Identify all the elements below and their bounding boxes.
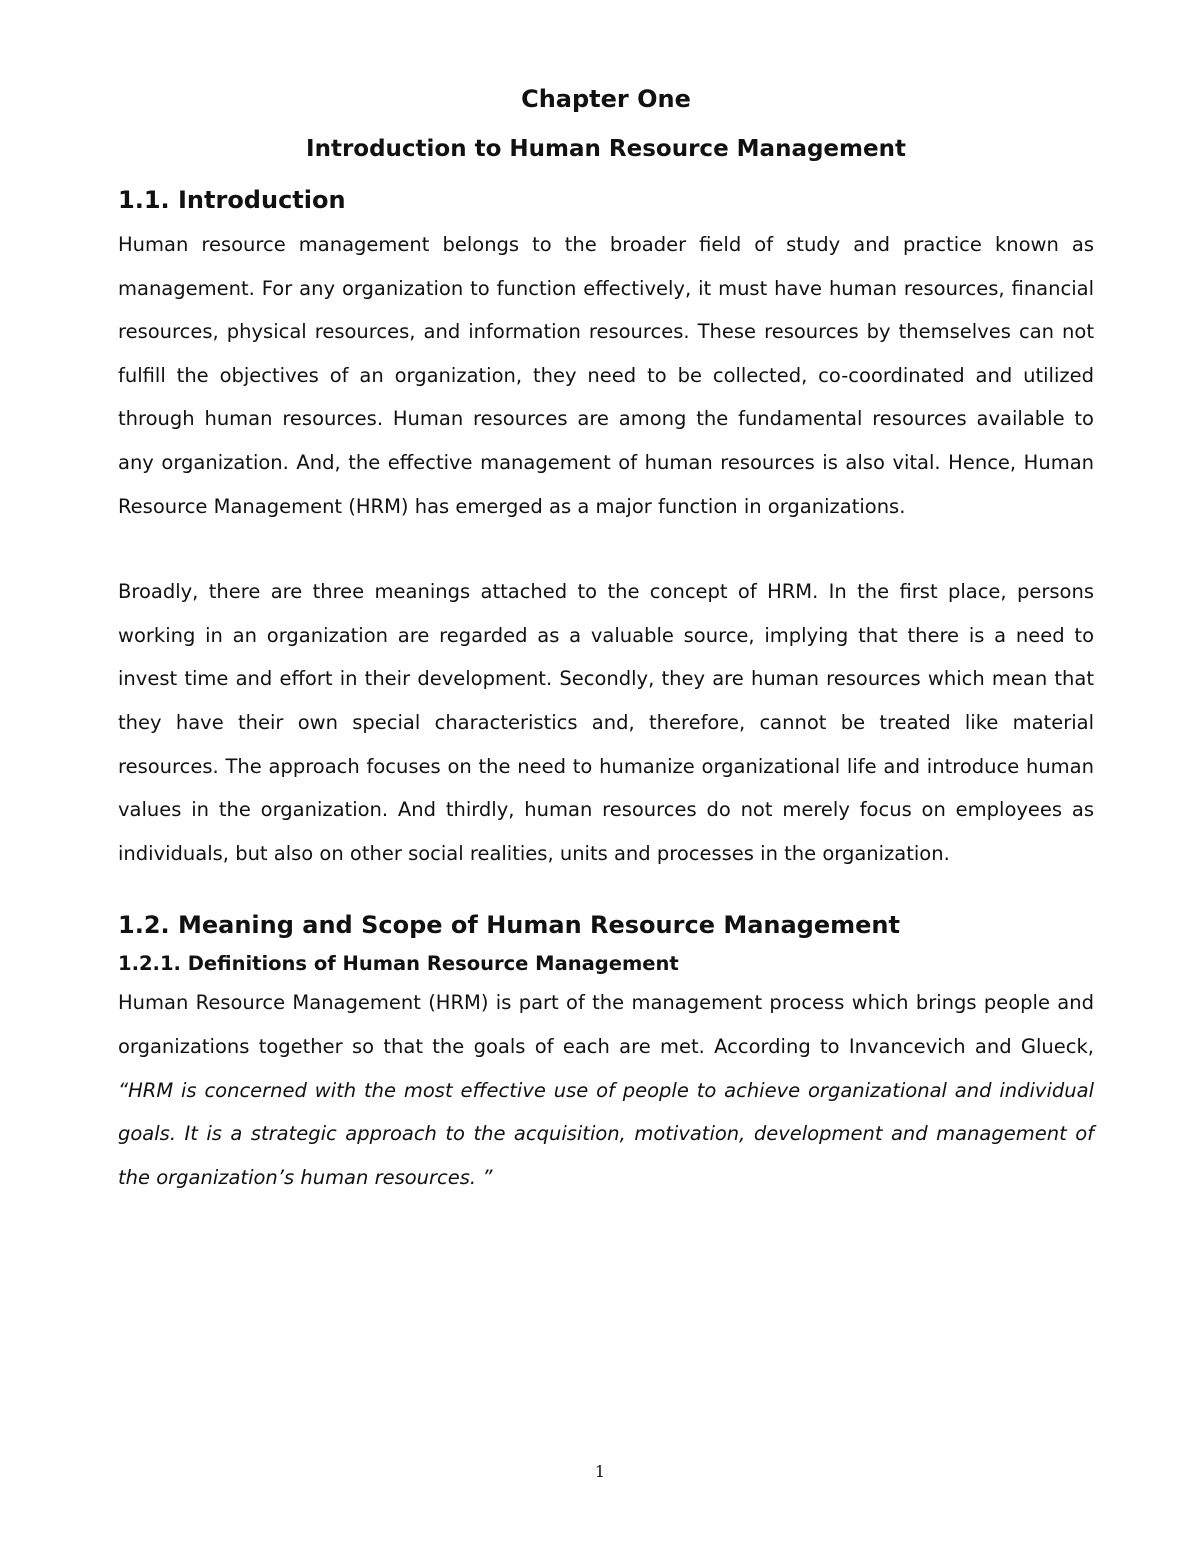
- subsection-heading-definitions: 1.2.1. Definitions of Human Resource Management: [118, 952, 679, 976]
- chapter-title: Chapter One: [521, 85, 691, 113]
- section-heading-introduction: 1.1. Introduction: [118, 186, 346, 214]
- definitions-paragraph: [118, 981, 1094, 1199]
- introduction-paragraph-2: Broadly, there are three meanings attached to the concept of HRM. In the first place, persons working in an organization are regarded as a valuable source, implying that there is a need to invest time and effort in their development. Secondly, they are human resources which mean that they have their own special characteristics and, therefore, cannot be treated like material resources. The approach focuses on the need to humanize organizational life and introduce human values in the organization. And thirdly, human resources do not merely focus on employees as individuals, but also on other social realities, units and processes in the organization.: [118, 580, 1094, 865]
- introduction-paragraph-1: Human resource management belongs to the broader field of study and practice known as management. For any organization to function effectively, it must have human resources, financial resources, physical resources, and information resources. These resources by themselves can not fulfill the objectives of an organization, they need to be collected, co-coordinated and utilized through human resources. Human resources are among the fundamental resources available to any organization. And, the effective management of human resources is also vital. Hence, Human Resource Management (HRM) has emerged as a major function in organizations.: [118, 233, 1094, 518]
- definitions-quote: “HRM is concerned with the most effective use of people to achieve organizational and individual goals. It is a strategic approach to the acquisition, motivation, development and management of the organization’s human resources. ”: [118, 1078, 1094, 1189]
- document-page: [118, 80, 1094, 1199]
- section-heading-meaning-scope: 1.2. Meaning and Scope of Human Resource Management: [118, 911, 900, 940]
- definitions-paragraph-intro: Human Resource Management (HRM) is part of the management process which brings people and organizations together so that the goals of each are met. According to Invancevich and Glueck,: [118, 991, 1094, 1058]
- chapter-subtitle: Introduction to Human Resource Management: [306, 136, 906, 162]
- page-number: 1: [594, 1462, 606, 1481]
